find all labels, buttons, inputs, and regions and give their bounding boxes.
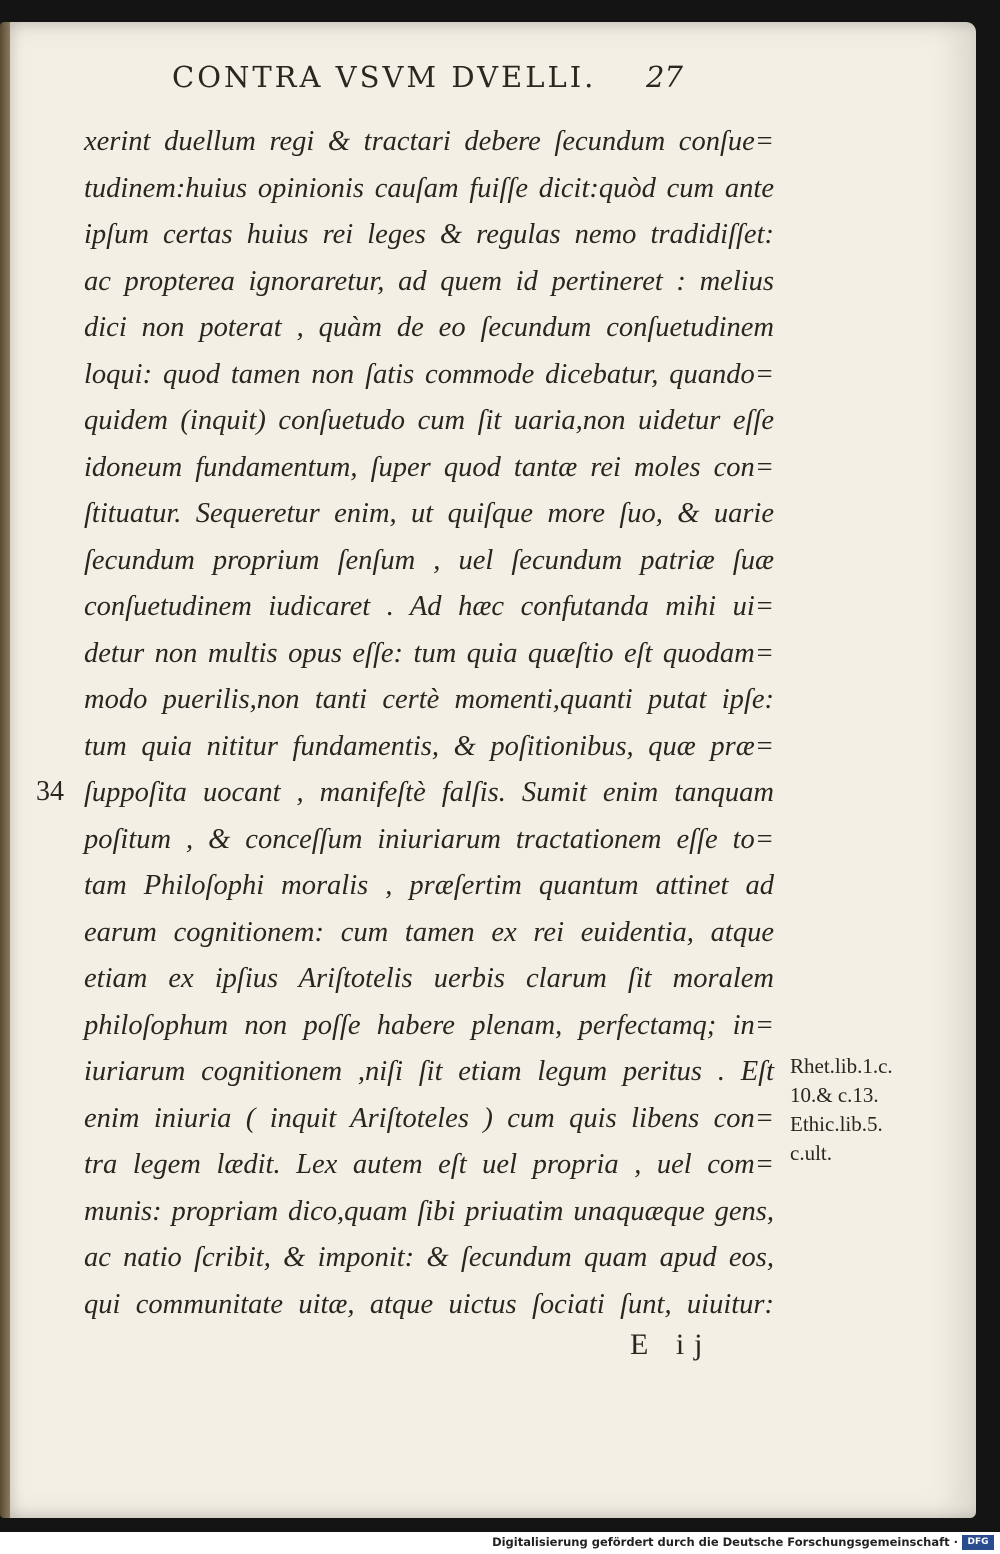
side-note-line: Rhet.lib.1.c. [790,1054,893,1078]
text-line: ſecundum proprium ſenſum , uel ſecundum patriæ ſuæ [84,544,774,576]
text-line: quidem (inquit) conſuetudo cum ſit uaria,non uidetur eſſe [84,405,774,436]
catchword-signature: E ij [630,1328,713,1361]
text-line: munis: propriam dico,quam ſibi priuatim unaquæque gens, [84,1195,774,1227]
marginal-number: 34 [36,776,64,807]
text-line: dici non poterat , quàm de eo ſecundum conſuetudinem [84,312,774,343]
running-head-title: CONTRA VSVM DVELLI. [172,60,597,94]
text-line: conſuetudinem iudicaret . Ad hæc confutanda mihi ui= [84,591,774,622]
text-line: etiam ex ipſius Ariſtotelis uerbis clarum ſit moralem [84,963,774,994]
text-line: enim iniuria ( inquit Ariſtoteles ) cum quis libens con= [84,1102,774,1134]
body-text [84,119,774,1328]
page-number: 27 [646,60,683,94]
side-note-line: 10.& c.13. [790,1083,879,1107]
text-line: tum quia nititur fundamentis, & poſitionibus, quæ præ= [84,730,774,762]
text-line: modo puerilis,non tanti certè momenti,quanti putat ipſe: [84,684,774,715]
text-line: iuriarum cognitionem ,niſi ſit etiam legum peritus . Eſt [84,1056,774,1087]
text-line: philoſophum non poſſe habere plenam, perfectamq; in= [84,1009,774,1041]
text-line: loqui: quod tamen non ſatis commode dicebatur, quando= [84,358,774,390]
text-line: tra legem lædit. Lex autem eſt uel propria , uel com= [84,1149,774,1180]
side-note-line: Ethic.lib.5. [790,1112,883,1136]
page-binding-edge [0,22,10,1518]
text-line: qui communitate uitæ, atque uictus ſociati ſunt, uiuitur: [84,1288,774,1320]
text-line: xerint duellum regi & tractari debere ſecundum conſue= [84,126,774,157]
dfg-logo: DFG [962,1535,994,1550]
text-line: detur non multis opus eſſe: tum quia quæſtio eſt quodam= [84,637,774,669]
text-line: ac natio ſcribit, & imponit: & ſecundum quam apud eos, [84,1242,774,1273]
book-page [4,22,976,1518]
text-line: idoneum fundamentum, ſuper quod tantæ rei moles con= [84,451,774,483]
text-line: ſtituatur. Sequeretur enim, ut quiſque more ſuo, & uarie [84,498,774,529]
side-note [790,1052,940,1168]
running-head [172,60,692,100]
text-line: ſuppoſita uocant , manifeſtè falſis. Sumit enim tanquam [84,777,774,808]
text-line: ipſum certas huius rei leges & regulas nemo tradidiſſet: [84,219,774,250]
text-line: tam Philoſophi moralis , præſertim quantum attinet ad [84,870,774,901]
text-line: earum cognitionem: cum tamen ex rei euidentia, atque [84,916,774,948]
footer-bar [0,1532,1000,1554]
text-line: ac propterea ignoraretur, ad quem id pertineret : melius [84,265,774,297]
funding-credit: Digitalisierung gefördert durch die Deutsche Forschungsgemeinschaft · [492,1535,958,1549]
text-line: poſitum , & conceſſum iniuriarum tractationem eſſe to= [84,823,774,855]
side-note-line: c.ult. [790,1141,832,1165]
text-line: tudinem:huius opinionis cauſam fuiſſe dicit:quòd cum ante [84,172,774,204]
